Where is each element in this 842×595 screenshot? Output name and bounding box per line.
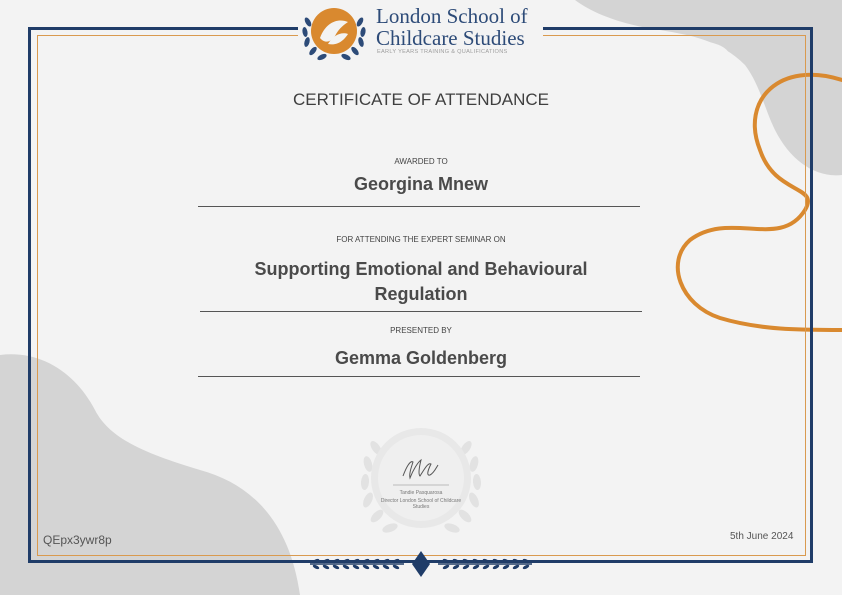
signatory-name: Tandie Pasquarosa [399,490,443,496]
school-name: London School of Childcare Studies [376,4,528,50]
certificate-date: 5th June 2024 [730,531,794,542]
signatory-role: Director London School of Childcare Studies [380,498,462,510]
seminar-label: FOR ATTENDING THE EXPERT SEMINAR ON [336,235,506,244]
certificate-title: CERTIFICATE OF ATTENDANCE [293,90,549,109]
recipient-name: Georgina Mnew [353,174,488,194]
certificate-id: QEpx3ywr8p [43,533,112,547]
presented-label: PRESENTED BY [390,326,452,335]
presenter-name: Gemma Goldenberg [334,348,508,368]
school-tagline: EARLY YEARS TRAINING & QUALIFICATIONS [377,49,508,55]
awarded-label: AWARDED TO [394,157,448,166]
seminar-title: Supporting Emotional and Behavioural Regulation [254,259,588,304]
